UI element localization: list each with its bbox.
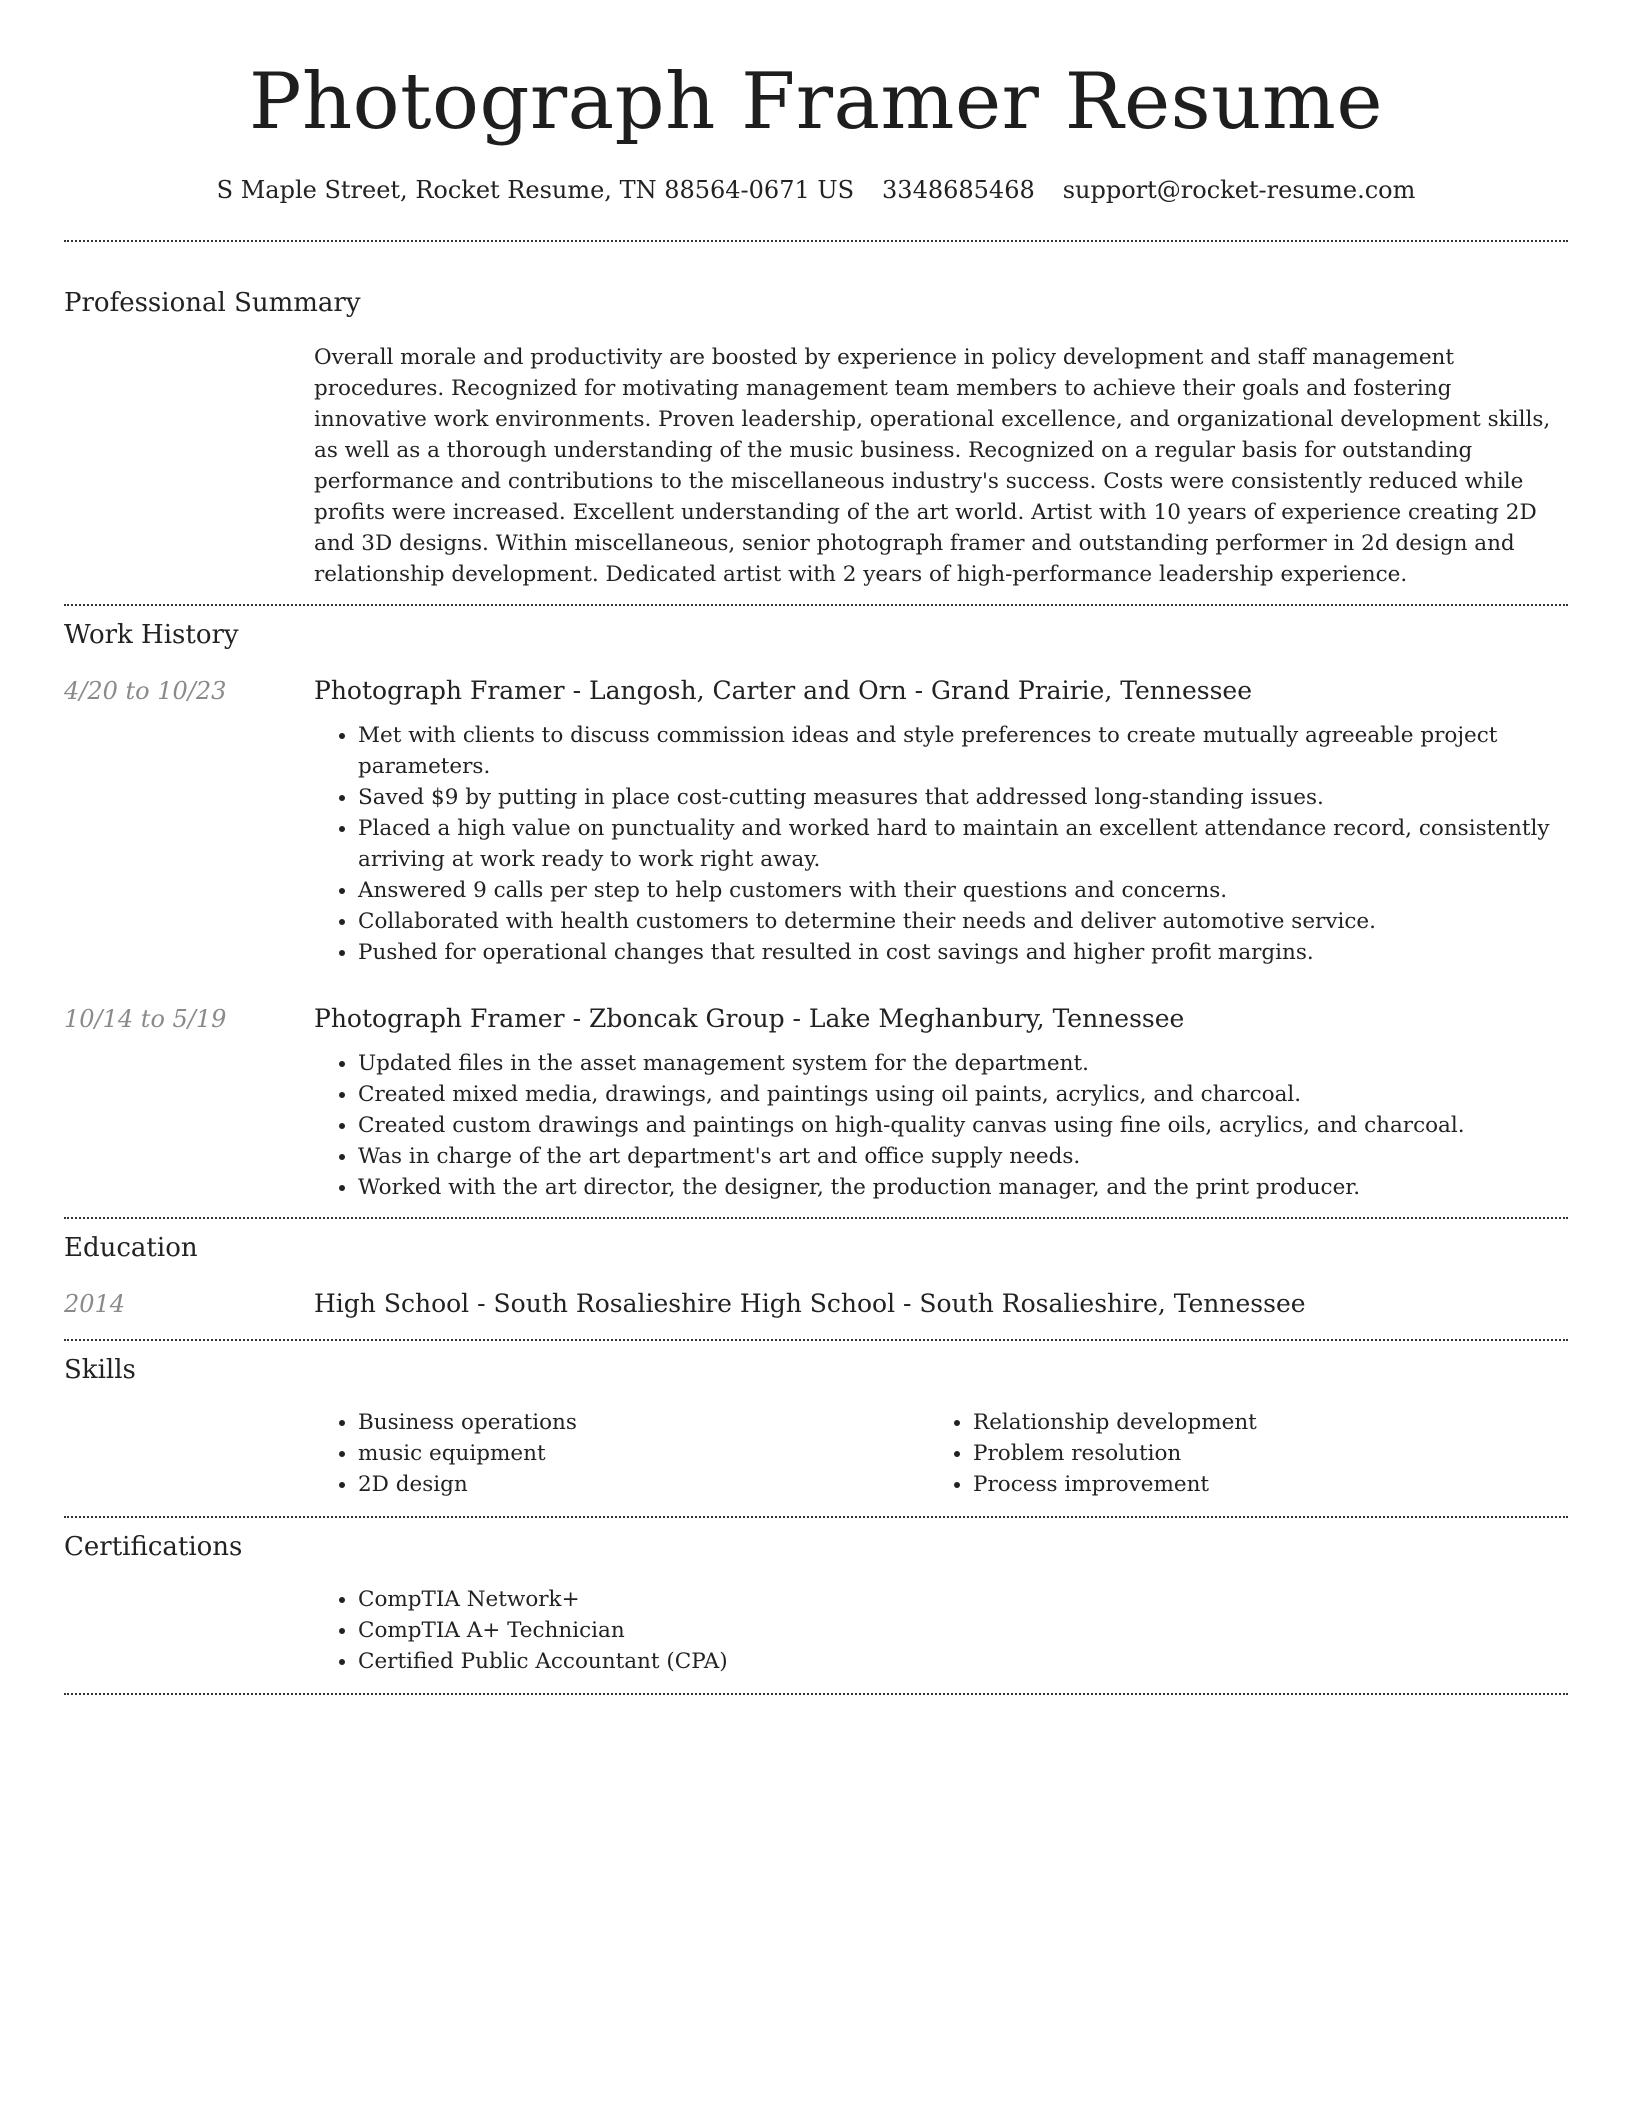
list-item: • music equipment: [358, 1438, 929, 1469]
list-item: • Business operations: [358, 1407, 929, 1438]
job-bullets: [314, 720, 1568, 968]
list-item: • Worked with the art director, the designer, the production manager, and the print producer.: [358, 1172, 1568, 1203]
contact-line: [64, 174, 1568, 206]
work-heading: Work History: [64, 620, 239, 650]
education-dates: 2014: [64, 1290, 126, 1318]
skills-heading: Skills: [64, 1355, 136, 1385]
list-item: • 2D design: [358, 1469, 929, 1500]
summary-section: [64, 242, 1568, 590]
work-section: [64, 606, 1568, 1203]
certifications-heading: Certifications: [64, 1532, 243, 1562]
skills-section: [64, 1341, 1568, 1500]
list-item: • Process improvement: [973, 1469, 1544, 1500]
job-entry: [64, 674, 1568, 968]
list-item: • CompTIA A+ Technician: [358, 1615, 1568, 1646]
education-heading: Education: [64, 1233, 198, 1263]
resume-title: Photograph Framer Resume: [248, 57, 1384, 147]
education-section: [64, 1219, 1568, 1321]
list-item: • CompTIA Network+: [358, 1584, 1568, 1615]
resume-page: [64, 0, 1568, 1695]
contact-email: support@rocket-resume.com: [1062, 176, 1416, 204]
summary-heading: Professional Summary: [64, 288, 361, 318]
job-bullets: [314, 1048, 1568, 1203]
contact-address: S Maple Street, Rocket Resume, TN 88564-0671 US: [216, 176, 855, 204]
list-item: • Certified Public Accountant (CPA): [358, 1646, 1568, 1677]
list-item: • Placed a high value on punctuality and worked hard to maintain an excellent attendance record, consistently arriving at work ready to work right away.: [358, 813, 1568, 875]
list-item: • Collaborated with health customers to determine their needs and deliver automotive service.: [358, 906, 1568, 937]
skills-list-left: [314, 1407, 929, 1500]
education-title: High School - South Rosalieshire High School - South Rosalieshire, Tennessee: [314, 1289, 1306, 1318]
job-dates: 10/14 to 5/19: [64, 1005, 227, 1033]
contact-phone: 3348685468: [882, 176, 1035, 204]
list-item: • Created custom drawings and paintings on high-quality canvas using fine oils, acrylics, and charcoal.: [358, 1110, 1568, 1141]
list-item: • Problem resolution: [973, 1438, 1544, 1469]
list-item: • Saved $9 by putting in place cost-cutting measures that addressed long-standing issues.: [358, 782, 1568, 813]
list-item: • Updated files in the asset management system for the department.: [358, 1048, 1568, 1079]
job-entry: [64, 1002, 1568, 1203]
list-item: • Created mixed media, drawings, and paintings using oil paints, acrylics, and charcoal.: [358, 1079, 1568, 1110]
section-divider: [64, 1693, 1568, 1695]
list-item: • Answered 9 calls per step to help customers with their questions and concerns.: [358, 875, 1568, 906]
summary-text: Overall morale and productivity are boosted by experience in policy development and staff management procedures. Recognized for motivating management team members to achieve their goals and fostering innovative work environments. Proven leadership, operational excellence, and organizational development skills, as well as a thorough understanding of the music business. Recognized on a regular basis for outstanding performance and contributions to the miscellaneous industry's success. Costs were consistently reduced while profits were increased. Excellent understanding of the art world. Artist with 10 years of experience creating 2D and 3D designs. Within miscellaneous, senior photograph framer and outstanding performer in 2d design and relationship development. Dedicated artist with 2 years of high-performance leadership experience.: [314, 345, 1551, 587]
list-item: • Pushed for operational changes that resulted in cost savings and higher profit margins.: [358, 937, 1568, 968]
list-item: • Met with clients to discuss commission ideas and style preferences to create mutually agreeable project parameters.: [358, 720, 1568, 782]
certifications-list: [314, 1584, 1568, 1677]
job-title: Photograph Framer - Langosh, Carter and Orn - Grand Prairie, Tennessee: [314, 676, 1252, 705]
job-title: Photograph Framer - Zboncak Group - Lake Meghanbury, Tennessee: [314, 1004, 1185, 1033]
certifications-section: [64, 1518, 1568, 1677]
list-item: • Was in charge of the art department's art and office supply needs.: [358, 1141, 1568, 1172]
skills-list-right: [929, 1407, 1544, 1500]
education-entry: [64, 1287, 1568, 1321]
job-dates: 4/20 to 10/23: [64, 677, 227, 705]
list-item: • Relationship development: [973, 1407, 1544, 1438]
